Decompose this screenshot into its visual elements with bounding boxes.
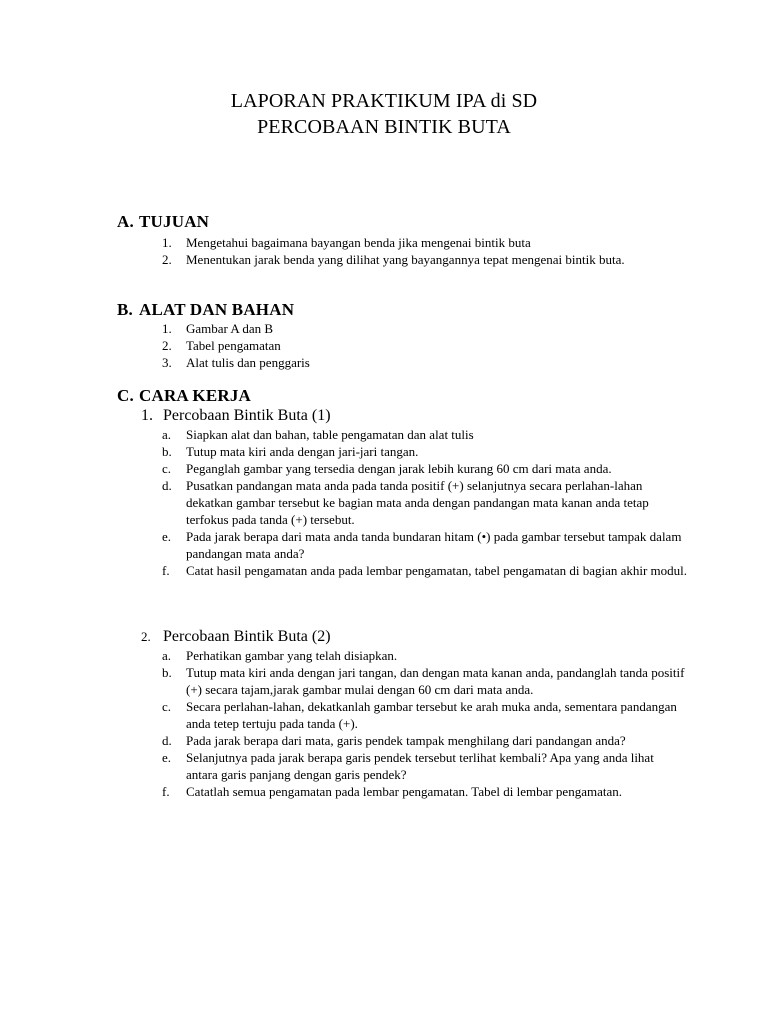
list-item-text: Pada jarak berapa dari mata, garis pendek tampak menghilang dari pandangan anda? [186,733,626,748]
list-item [0,337,768,354]
list-item-text: Tabel pengamatan [186,338,281,353]
sub-heading-percobaan-2 [141,627,331,647]
list-item [0,443,768,460]
sub-heading-number: 2. [141,629,151,644]
list-item [0,698,768,732]
section-letter: B. [117,300,133,319]
section-letter: C. [117,386,134,405]
list-item-text: Secara perlahan-lahan, dekatkanlah gambar tersebut ke arah muka anda, sementara pandangan anda tetep tertuju pada tanda (+). [186,699,677,731]
list-item-text: Tutup mata kiri anda dengan jari-jari tangan. [186,444,419,459]
list-marker: d. [162,733,172,748]
list-item-text: Mengetahui bagaimana bayangan benda jika mengenai bintik buta [186,235,531,250]
list-marker: 3. [162,355,172,370]
list-item [0,426,768,443]
list-item [0,251,768,268]
list-item-text: Catat hasil pengamatan anda pada lembar pengamatan, tabel pengamatan di bagian akhir modul. [186,563,688,578]
section-title: ALAT DAN BAHAN [139,300,295,319]
list-item-text: Tutup mata kiri anda dengan jari tangan, dan dengan mata kanan anda, pandanglah tanda positif (+) secara tajam,jarak gambar mulai dengan 60 cm dari mata anda. [186,665,685,697]
list-marker: f. [162,784,170,799]
section-letter: A. [117,212,134,231]
document-subtitle: PERCOBAAN BINTIK BUTA [257,116,511,138]
list-marker: c. [162,461,172,476]
list-item-text: Pada jarak berapa dari mata anda tanda bundaran hitam (•) pada gambar tersebut tampak dalam pandangan mata anda? [186,529,682,561]
list-item [0,732,768,749]
list-item-text: Perhatikan gambar yang telah disiapkan. [186,648,398,663]
list-item-text: Peganglah gambar yang tersedia dengan jarak lebih kurang 60 cm dari mata anda. [186,461,612,476]
list-marker: d. [162,478,172,493]
list-marker: a. [162,427,172,442]
list-item-text: Gambar A dan B [186,321,274,336]
list-marker: c. [162,699,172,714]
sub-heading-percobaan-1 [141,406,331,426]
list-marker: 1. [162,321,172,336]
sub-heading-title: Percobaan Bintik Buta (2) [163,628,331,645]
list-item [0,664,768,698]
list-item [0,647,768,664]
sub-heading-title: Percobaan Bintik Buta (1) [163,407,331,424]
percobaan-2-steps [0,647,768,800]
list-item [0,354,768,371]
list-item-text: Catatlah semua pengamatan pada lembar pengamatan. Tabel di lembar pengamatan. [186,784,622,799]
tujuan-list [0,234,768,268]
list-marker: b. [162,444,172,459]
section-title: CARA KERJA [139,386,252,405]
list-item-text: Siapkan alat dan bahan, table pengamatan dan alat tulis [186,427,474,442]
list-marker: b. [162,665,172,680]
list-marker: 2. [162,338,172,353]
sub-heading-number: 1. [141,407,153,424]
alat-bahan-list [0,320,768,371]
list-marker: e. [162,529,172,544]
section-title: TUJUAN [139,212,210,231]
list-marker: f. [162,563,170,578]
list-item [0,460,768,477]
list-item [0,320,768,337]
list-marker: e. [162,750,172,765]
list-item [0,528,768,562]
section-heading-alat-dan-bahan [117,300,294,320]
percobaan-1-steps [0,426,768,579]
list-item-text: Selanjutnya pada jarak berapa garis pendek tersebut terlihat kembali? Apa yang anda lihat antara garis panjang dengan garis pendek? [186,750,654,782]
list-marker: 1. [162,235,172,250]
list-item [0,234,768,251]
list-item [0,783,768,800]
list-item-text: Alat tulis dan penggaris [186,355,310,370]
list-marker: 2. [162,252,172,267]
section-heading-cara-kerja [117,386,251,406]
document-title: LAPORAN PRAKTIKUM IPA di SD [230,90,538,112]
list-item [0,562,768,579]
section-heading-tujuan [117,212,209,232]
list-item [0,749,768,783]
list-item-text: Pusatkan pandangan mata anda pada tanda positif (+) selanjutnya secara perlahan-lahan dekatkan gambar tersebut ke bagian mata anda dengan pandangan mata kanan anda tetap terfokus pada tanda (+) tersebut. [186,478,649,527]
list-marker: a. [162,648,172,663]
list-item [0,477,768,528]
list-item-text: Menentukan jarak benda yang dilihat yang bayangannya tepat mengenai bintik buta. [186,252,625,267]
